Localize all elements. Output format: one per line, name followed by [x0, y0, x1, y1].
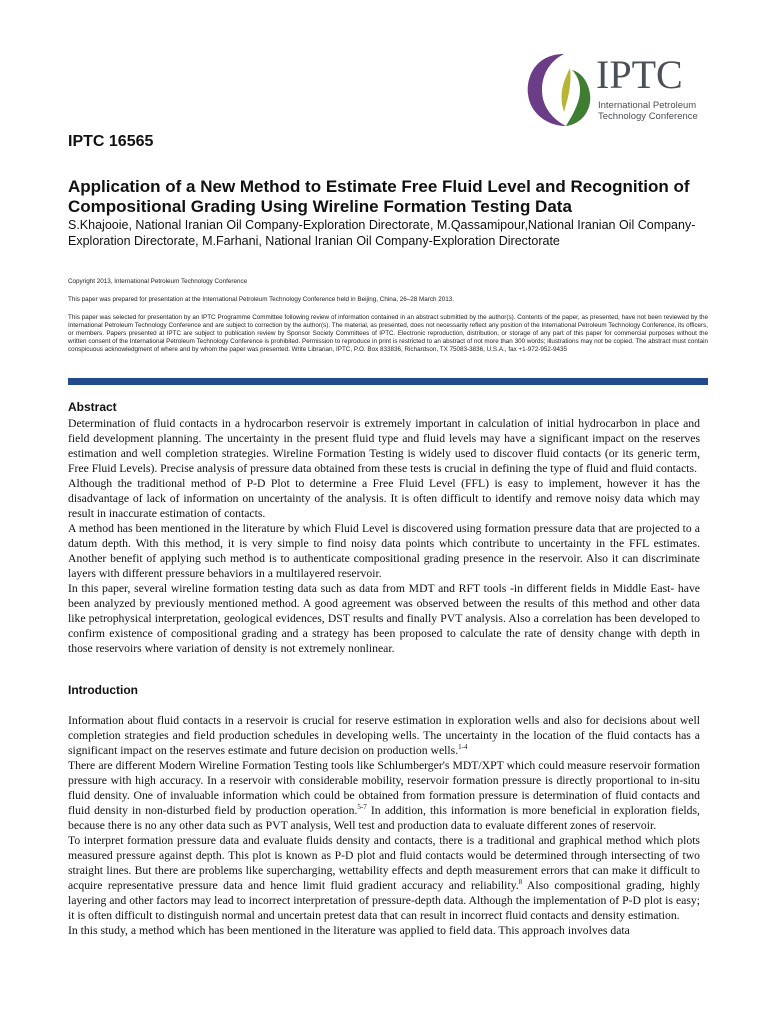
abstract-heading: Abstract: [68, 400, 117, 414]
introduction-heading: Introduction: [68, 683, 138, 697]
header-divider: [68, 378, 708, 385]
presentation-notice: This paper was prepared for presentation at the International Petroleum Technology Conference held in Beijing, China, 26–28 March 2013.: [68, 296, 454, 303]
iptc-logo: [524, 50, 714, 130]
copyright-notice: Copyright 2013, International Petroleum Technology Conference: [68, 278, 248, 285]
intro-text: To interpret formation pressure data and evaluate fluids density and contacts, there is a traditional and graphical method which plots measured pressure against depth. This plot is known as P-D plot and fluid contacts would be determined through intersecting of two straight lines. But there are problems like supercharging, wettability effects and depth measurement errors that can make it difficult to acquire representative pressure data and hence limit fluid gradient accuracy and reliability.: [68, 834, 700, 892]
logo-wordmark: IPTC: [596, 52, 683, 97]
abstract-body: [68, 416, 700, 656]
citation-ref: 5-7: [357, 803, 367, 812]
abstract-paragraph: In this paper, several wireline formation testing data such as data from MDT and RFT tools -in different fields in Middle East- have been analyzed by previously mentioned method. A good agreement was observed between the results of this method and other data like petrophysical interpretation, geological evidences, DST results and finally PVT analysis. Also a correlation has been developed to confirm existence of compositional grading and a strategy has been proposed to calculate the rate of density change with depth in those reservoirs where variation of density is not extremely nonlinear.: [68, 582, 700, 655]
intro-text: There are different Modern Wireline Formation Testing tools like Schlumberger's MDT/XPT which could measure reservoir formation pressure with high accuracy. In a reservoir with considerable mobility, reservoir formation pressure is directly proportional to in-situ fluid density. One of invaluable information which could be obtained from formation pressure is determination of fluid contacts and fluid density in non-disturbed field by production operation.: [68, 759, 700, 817]
introduction-paragraph: In this study, a method which has been mentioned in the literature was applied to field data. This approach involves data: [68, 924, 630, 937]
abstract-paragraph: Although the traditional method of P-D Plot to determine a Free Fluid Level (FFL) is easy to implement, however it has the disadvantage of lack of information on uncertainty of the analysis. It is often difficult to identify and remove noisy data which may result in inaccurate estimation of contacts.: [68, 477, 700, 520]
intro-text: In addition, this information is more beneficial in exploration fields, because there is no any other data such as PVT analysis, Well test and production data to evaluate different zones of reservoir.: [68, 804, 700, 832]
disclaimer-notice: This paper was selected for presentation by an IPTC Programme Committee following review of information contained in an abstract submitted by the author(s). Contents of the paper, as presented, have not been reviewed by the International Petroleum Technology Conference and are subject to correction by the author(s). The material, as presented, does not necessarily reflect any position of the International Petroleum Technology Conference, its officers, or members. Papers presented at IPTC are subject to publication review by Sponsor Society Committees of IPTC. Electronic reproduction, distribution, or storage of any part of this paper for commercial purposes without the written consent of the International Petroleum Technology Conference is prohibited. Permission to reproduce in print is restricted to an abstract of not more than 300 words; illustrations may not be copied. The abstract must contain conspicuous acknowledgment of where and by whom the paper was presented. Write Librarian, IPTC, P.O. Box 833836, Richardson, TX 75083-3836, U.S.A., fax +1-972-952-9435: [68, 314, 708, 353]
authors: S.Khajooie, National Iranian Oil Company-Exploration Directorate, M.Qassamipour,National Iranian Oil Company-Exploration Directorate, M.Farhani, National Iranian Oil Company-Exploration Directorate: [68, 218, 696, 248]
abstract-paragraph: A method has been mentioned in the literature by which Fluid Level is discovered using formation pressure data that are projected to a datum depth. With this method, it is very simple to find noisy data points which contribute to uncertainty in the FFL estimates. Another benefit of applying such method is to authenticate compositional grading presence in the reservoir. Also it can discriminate layers with different pressure behaviors in a multilayered reservoir.: [68, 522, 700, 580]
introduction-paragraph: [68, 758, 700, 833]
paper-number: IPTC 16565: [68, 133, 154, 150]
introduction-paragraph: [68, 833, 700, 923]
abstract-paragraph: Determination of fluid contacts in a hydrocarbon reservoir is extremely important in calculation of initial hydrocarbon in place and field development planning. The uncertainty in the present fluid type and fluid levels may have a significant impact on the reserves estimation and well completion strategies. Wireline Formation Testing is widely used to discover fluid contacts (or its generic term, Free Fluid Levels). Precise analysis of pressure data obtained from these tests is crucial in defining the type of fluid and fluid contacts.: [68, 417, 700, 475]
citation-ref: 1-4: [458, 743, 468, 752]
intro-text: Also compositional grading, highly layering and other factors may lead to incorrect interpretation of pressure-depth data. Although the implementation of P-D plot is easy; it is often difficult to distinguish normal and uncertain pretest data that can result in incorrect fluid contacts and density estimation.: [68, 879, 700, 922]
intro-text: Information about fluid contacts in a reservoir is crucial for reserve estimation in exploration wells and also for decisions about well completion strategies and field production schedules in developing wells. The uncertainty in the location of the fluid contacts has a significant impact on the reserves estimate and future decision on production wells.: [68, 714, 700, 757]
iptc-emblem-icon: [524, 50, 596, 130]
logo-tagline-line2: Technology Conference: [598, 111, 698, 122]
paper-title: Application of a New Method to Estimate Free Fluid Level and Recognition of Compositional Grading Using Wireline Formation Testing Data: [68, 177, 690, 216]
citation-ref: 8: [518, 878, 523, 887]
introduction-paragraph: [68, 713, 700, 758]
introduction-body: [68, 713, 700, 938]
logo-tagline-line1: International Petroleum: [598, 100, 697, 111]
